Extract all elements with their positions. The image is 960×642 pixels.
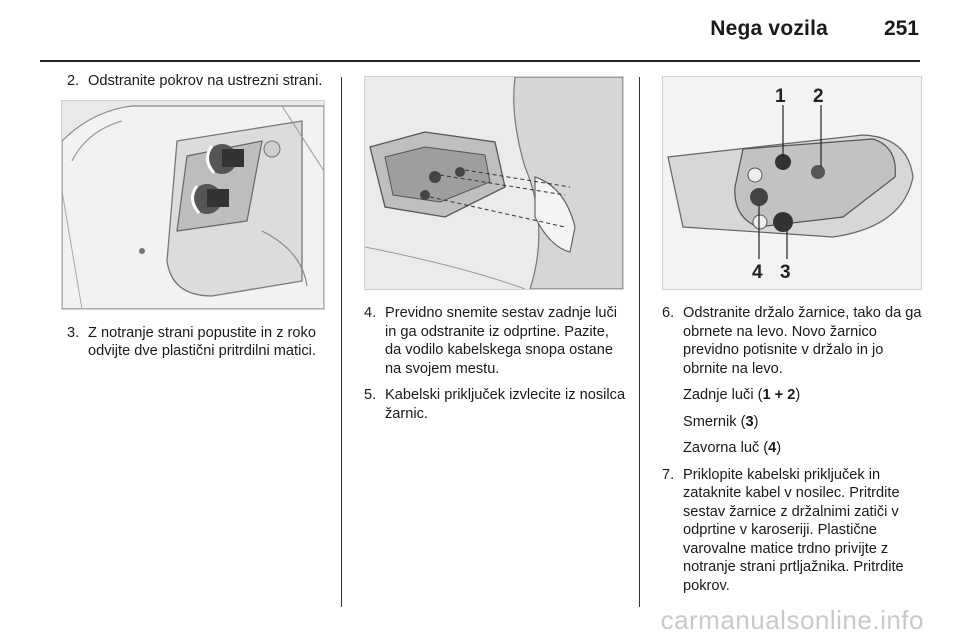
callout-2: 2 — [813, 86, 824, 107]
step-text: Z notranje strani popustite in z roko odvijte dve plastični pritrdilni matici. — [88, 324, 316, 359]
bulb-brake-light: Zavorna luč (4) — [683, 440, 782, 456]
step-3 — [67, 324, 329, 361]
step-number: 3. — [67, 324, 80, 341]
step-text: Odstranite držalo žarnice, tako da ga obrnete na levo. Novo žarnico previdno potisnite v držalo in jo obrnite na levo. — [683, 305, 922, 377]
figure-taillight-removal — [364, 76, 624, 290]
step-5 — [364, 386, 626, 423]
step-number: 6. — [662, 305, 675, 321]
figure-bulb-holder — [662, 76, 922, 290]
header-divider — [40, 60, 920, 62]
bulb-2-icon — [811, 165, 825, 179]
bulb-turn-signal: Smernik (3) — [683, 413, 759, 430]
step-number: 7. — [662, 466, 675, 483]
bulb-3-icon — [773, 212, 793, 232]
figure-trunk-nuts — [61, 100, 325, 310]
step-number: 5. — [364, 387, 377, 403]
page-title: Nega vozila — [710, 17, 828, 40]
column-divider-right — [639, 77, 640, 607]
step-text: Priklopite kabelski priključek in zataknite kabel v nosilec. Pritrdite sestav žarnice z držalnimi zatiči v odprtine v karoseriji. Plastične varovalne matice trdno privijte z notranje strani prtljažnika. Pritrdite pokrov. — [683, 466, 904, 594]
step-text: Previdno snemite sestav zadnje luči in ga odstranite iz odprtine. Pazite, da vodilo kabelskega snopa ostane na svojem mestu. — [385, 305, 617, 377]
column-divider-left — [341, 77, 342, 607]
right-column — [662, 72, 924, 603]
left-column — [67, 72, 329, 369]
step-text: Odstranite pokrov na ustrezni strani. — [88, 73, 323, 89]
step-7 — [662, 466, 924, 596]
step-number: 4. — [364, 305, 377, 321]
callout-1: 1 — [775, 86, 786, 107]
step-4 — [364, 304, 626, 378]
callout-4: 4 — [752, 262, 763, 283]
watermark: carmanualsonline.info — [660, 605, 924, 635]
bulb-tail-light: Zadnje luči (1 + 2) — [683, 387, 801, 403]
step-number: 2. — [67, 73, 80, 89]
step-text: Kabelski priključek izvlecite iz nosilca žarnic. — [385, 387, 626, 422]
step-6 — [662, 304, 924, 378]
middle-column — [364, 72, 626, 431]
page-number: 251 — [883, 17, 919, 40]
callout-3: 3 — [780, 262, 791, 283]
step-2 — [67, 72, 329, 91]
